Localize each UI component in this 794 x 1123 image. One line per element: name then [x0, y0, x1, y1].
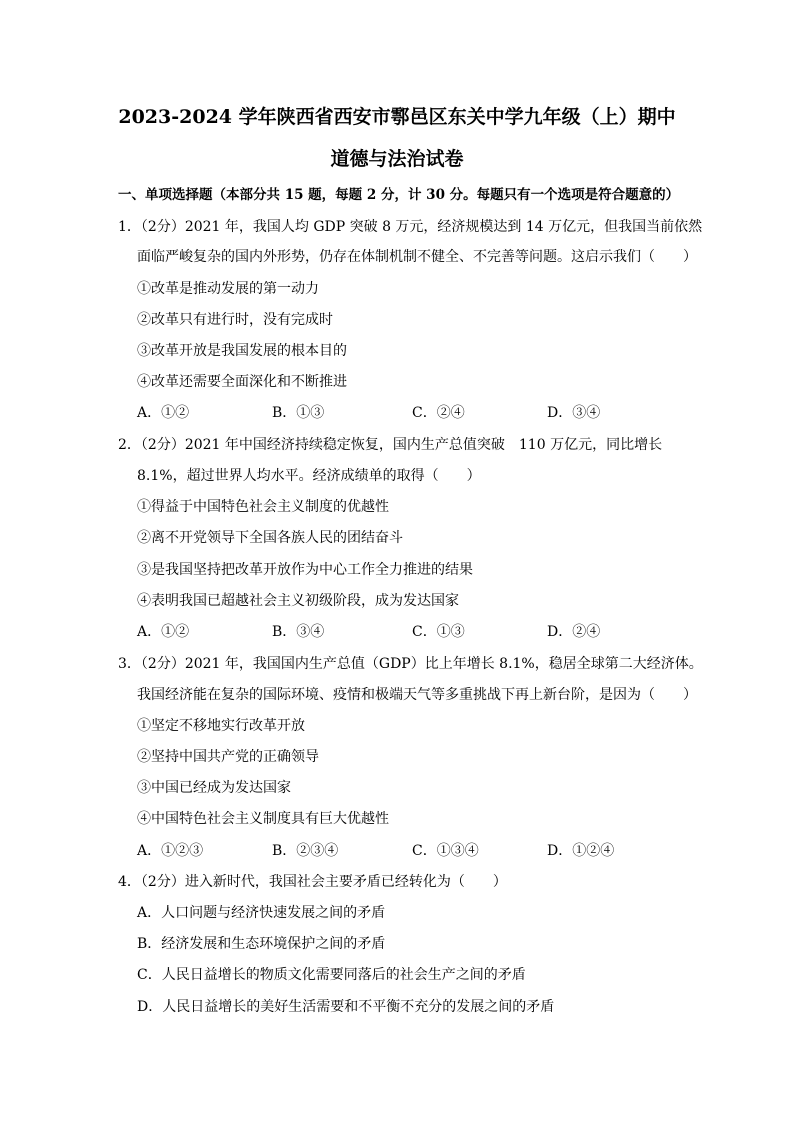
question-3-item-2: ②坚持中国共产党的正确领导: [137, 749, 319, 765]
question-2-item-1: ①得益于中国特色社会主义制度的优越性: [137, 499, 389, 515]
question-3-choices: [137, 841, 637, 861]
question-4-option-d[interactable]: D．人民日益增长的美好生活需要和不平衡不充分的发展之间的矛盾: [137, 999, 555, 1015]
question-4-option-b[interactable]: B．经济发展和生态环境保护之间的矛盾: [137, 936, 386, 952]
question-3-item-1: ①坚定不移地实行改革开放: [137, 718, 305, 734]
question-1-item-4: ④改革还需要全面深化和不断推进: [137, 374, 347, 390]
question-4-option-c[interactable]: C．人民日益增长的物质文化需要同落后的社会生产之间的矛盾: [137, 967, 526, 983]
question-1-choice-a[interactable]: A．①②: [137, 405, 190, 421]
exam-title-line1: 2023-2024 学年陕西省西安市鄠邑区东关中学九年级（上）期中: [118, 106, 676, 128]
question-3-item-3: ③中国已经成为发达国家: [137, 780, 291, 796]
question-3-choice-b[interactable]: B．②③④: [272, 843, 339, 859]
question-2-item-2: ②离不开党领导下全国各族人民的团结奋斗: [137, 530, 403, 546]
question-1-item-3: ③改革开放是我国发展的根本目的: [137, 343, 347, 359]
question-1-item-1: ①改革是推动发展的第一动力: [137, 281, 319, 297]
question-3-item-4: ④中国特色社会主义制度具有巨大优越性: [137, 811, 389, 827]
question-1-choice-d[interactable]: D．③④: [547, 405, 601, 421]
question-3-choice-a[interactable]: A．①②③: [137, 843, 204, 859]
question-4-option-a[interactable]: A．人口问题与经济快速发展之间的矛盾: [137, 905, 386, 921]
question-1-choices: [137, 403, 637, 423]
question-3-stem-line1: 3．（2分）2021 年，我国国内生产总值（GDP）比上年增长 8.1%，稳居全球第二大经济体。: [118, 656, 703, 672]
question-3-stem-line2: 我国经济能在复杂的国际环境、疫情和极端天气等多重挑战下再上新台阶，是因为（ ）: [137, 687, 697, 703]
question-2-choice-b[interactable]: B．③④: [272, 624, 325, 640]
exam-title-line2: 道德与法治试卷: [330, 148, 464, 170]
question-2-item-3: ③是我国坚持把改革开放作为中心工作全力推进的结果: [137, 562, 473, 578]
question-2-choice-d[interactable]: D．②④: [547, 624, 601, 640]
question-1-item-2: ②改革只有进行时，没有完成时: [137, 312, 333, 328]
question-2-item-4: ④表明我国已超越社会主义初级阶段，成为发达国家: [137, 593, 459, 609]
question-3-choice-d[interactable]: D．①②④: [547, 843, 615, 859]
question-2-choice-c[interactable]: C．①③: [412, 624, 465, 640]
question-3-choice-c[interactable]: C．①③④: [412, 843, 479, 859]
question-2-choice-a[interactable]: A．①②: [137, 624, 190, 640]
question-4-stem-line1: 4．（2分）进入新时代，我国社会主要矛盾已经转化为（ ）: [118, 874, 507, 890]
question-2-stem-line2: 8.1%，超过世界人均水平。经济成绩单的取得（ ）: [137, 468, 481, 484]
question-1-stem-line2: 面临严峻复杂的国内外形势，仍存在体制机制不健全、不完善等问题。这启示我们（ ）: [137, 249, 697, 265]
question-2-stem-line1: 2．（2分）2021 年中国经济持续稳定恢复，国内生产总值突破 110 万亿元，同比增长: [118, 437, 663, 453]
section-heading: 一、单项选择题（本部分共 15 题，每题 2 分，计 30 分。每题只有一个选项是符合题意的）: [118, 187, 680, 203]
question-1-choice-b[interactable]: B．①③: [272, 405, 325, 421]
question-2-choices: [137, 622, 637, 642]
question-1-choice-c[interactable]: C．②④: [412, 405, 465, 421]
question-1-stem-line1: 1．（2分）2021 年，我国人均 GDP 突破 8 万元，经济规模达到 14 万亿元，但我国当前依然: [118, 219, 703, 235]
